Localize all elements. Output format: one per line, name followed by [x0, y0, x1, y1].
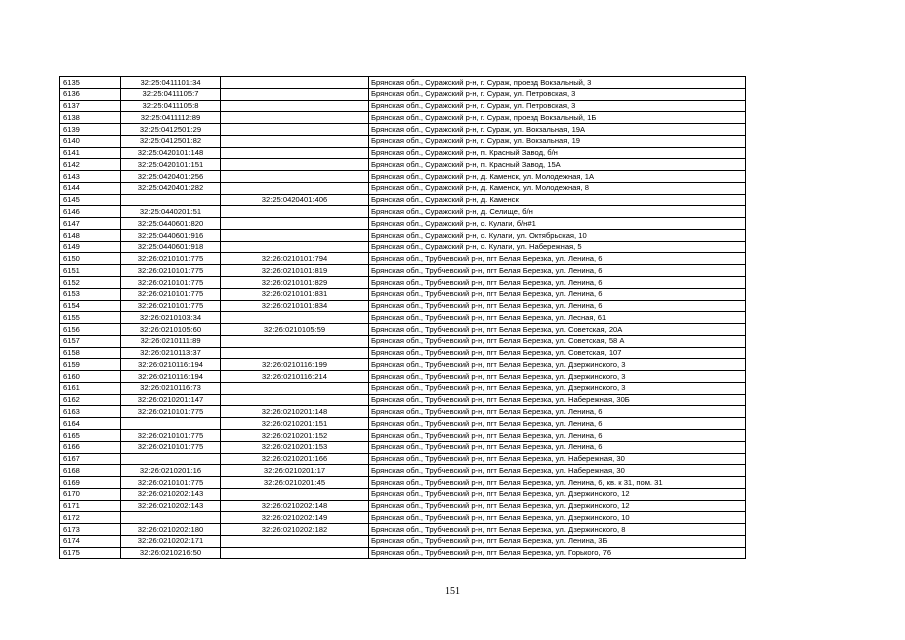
row-number-cell: 6171 [60, 500, 121, 512]
address-cell: Брянская обл., Суражский р-н, г. Сураж, проезд Вокзальный, 3 [369, 77, 746, 89]
parent-cadastral-number-cell: 32:26:0210101:831 [221, 288, 369, 300]
row-number-cell: 6141 [60, 147, 121, 159]
page-number: 151 [445, 586, 460, 597]
cadastral-number-cell: 32:26:0210101:775 [121, 300, 221, 312]
table-row [60, 112, 746, 124]
parent-cadastral-number-cell [221, 347, 369, 359]
row-number-cell: 6159 [60, 359, 121, 371]
parent-cadastral-number-cell [221, 159, 369, 171]
cadastral-number-cell [121, 453, 221, 465]
table-row [60, 324, 746, 336]
row-number-cell: 6143 [60, 171, 121, 183]
address-cell: Брянская обл., Суражский р-н, с. Кулаги, ул. Набережная, 5 [369, 241, 746, 253]
address-cell: Брянская обл., Трубчевский р-н, пгт Белая Березка, ул. Ленина, 6 [369, 288, 746, 300]
row-number-cell: 6173 [60, 524, 121, 536]
cadastral-number-cell: 32:26:0210202:171 [121, 535, 221, 547]
cadastral-number-cell: 32:26:0210202:143 [121, 488, 221, 500]
parent-cadastral-number-cell: 32:26:0210201:152 [221, 429, 369, 441]
row-number-cell: 6163 [60, 406, 121, 418]
address-cell: Брянская обл., Трубчевский р-н, пгт Белая Березка, ул. Ленина, 6 [369, 406, 746, 418]
parent-cadastral-number-cell: 32:26:0210201:45 [221, 477, 369, 489]
row-number-cell: 6145 [60, 194, 121, 206]
address-cell: Брянская обл., Суражский р-н, г. Сураж, ул. Вокзальная, 19А [369, 124, 746, 136]
parent-cadastral-number-cell [221, 88, 369, 100]
address-cell: Брянская обл., Трубчевский р-н, пгт Белая Березка, ул. Дзержинского, 12 [369, 488, 746, 500]
parent-cadastral-number-cell: 32:26:0210202:148 [221, 500, 369, 512]
row-number-cell: 6152 [60, 277, 121, 289]
table-row [60, 500, 746, 512]
table-row [60, 288, 746, 300]
row-number-cell: 6142 [60, 159, 121, 171]
table-row [60, 277, 746, 289]
table-row [60, 429, 746, 441]
table-row [60, 77, 746, 89]
parent-cadastral-number-cell: 32:26:0210202:182 [221, 524, 369, 536]
row-number-cell: 6149 [60, 241, 121, 253]
cadastral-number-cell: 32:26:0210101:775 [121, 477, 221, 489]
row-number-cell: 6175 [60, 547, 121, 559]
cadastral-number-cell [121, 418, 221, 430]
parent-cadastral-number-cell [221, 147, 369, 159]
row-number-cell: 6160 [60, 371, 121, 383]
table-row [60, 418, 746, 430]
cadastral-number-cell: 32:26:0210101:775 [121, 265, 221, 277]
row-number-cell: 6165 [60, 429, 121, 441]
cadastral-table-body [60, 77, 746, 559]
table-row [60, 371, 746, 383]
cadastral-number-cell: 32:25:0411105:7 [121, 88, 221, 100]
table-row [60, 171, 746, 183]
address-cell: Брянская обл., Трубчевский р-н, пгт Белая Березка, ул. Набережная, 30 [369, 465, 746, 477]
row-number-cell: 6162 [60, 394, 121, 406]
parent-cadastral-number-cell [221, 182, 369, 194]
row-number-cell: 6153 [60, 288, 121, 300]
parent-cadastral-number-cell [221, 171, 369, 183]
address-cell: Брянская обл., Трубчевский р-н, пгт Белая Березка, ул. Советская, 107 [369, 347, 746, 359]
cadastral-number-cell: 32:25:0420401:282 [121, 182, 221, 194]
cadastral-number-cell: 32:25:0440601:820 [121, 218, 221, 230]
parent-cadastral-number-cell [221, 100, 369, 112]
parent-cadastral-number-cell: 32:25:0420401:406 [221, 194, 369, 206]
address-cell: Брянская обл., Суражский р-н, с. Кулаги, б/н#1 [369, 218, 746, 230]
parent-cadastral-number-cell [221, 229, 369, 241]
table-row [60, 182, 746, 194]
table-row [60, 512, 746, 524]
table-row [60, 524, 746, 536]
parent-cadastral-number-cell [221, 335, 369, 347]
cadastral-number-cell: 32:26:0210101:775 [121, 253, 221, 265]
parent-cadastral-number-cell [221, 394, 369, 406]
cadastral-number-cell: 32:26:0210101:775 [121, 406, 221, 418]
table-row [60, 453, 746, 465]
address-cell: Брянская обл., Суражский р-н, с. Кулаги, ул. Октябрьская, 10 [369, 229, 746, 241]
address-cell: Брянская обл., Трубчевский р-н, пгт Белая Березка, ул. Ленина, 6 [369, 441, 746, 453]
address-cell: Брянская обл., Трубчевский р-н, пгт Белая Березка, ул. Дзержинского, 12 [369, 500, 746, 512]
address-cell: Брянская обл., Трубчевский р-н, пгт Белая Березка, ул. Набережная, 30Б [369, 394, 746, 406]
table-row [60, 206, 746, 218]
address-cell: Брянская обл., Трубчевский р-н, пгт Белая Березка, ул. Дзержинского, 8 [369, 524, 746, 536]
cadastral-number-cell: 32:25:0440201:51 [121, 206, 221, 218]
cadastral-number-cell: 32:26:0210101:775 [121, 288, 221, 300]
parent-cadastral-number-cell: 32:26:0210101:834 [221, 300, 369, 312]
cadastral-number-cell: 32:26:0210201:16 [121, 465, 221, 477]
cadastral-number-cell: 32:26:0210113:37 [121, 347, 221, 359]
cadastral-number-cell: 32:26:0210202:143 [121, 500, 221, 512]
address-cell: Брянская обл., Трубчевский р-н, пгт Белая Березка, ул. Дзержинского, 3 [369, 382, 746, 394]
parent-cadastral-number-cell: 32:26:0210105:59 [221, 324, 369, 336]
row-number-cell: 6168 [60, 465, 121, 477]
table-row [60, 382, 746, 394]
parent-cadastral-number-cell [221, 206, 369, 218]
address-cell: Брянская обл., Суражский р-н, п. Красный Завод, б/н [369, 147, 746, 159]
parent-cadastral-number-cell: 32:26:0210101:819 [221, 265, 369, 277]
table-row [60, 88, 746, 100]
cadastral-number-cell: 32:25:0412501:29 [121, 124, 221, 136]
row-number-cell: 6144 [60, 182, 121, 194]
address-cell: Брянская обл., Трубчевский р-н, пгт Белая Березка, ул. Ленина, 6 [369, 277, 746, 289]
table-row [60, 347, 746, 359]
address-cell: Брянская обл., Трубчевский р-н, пгт Белая Березка, ул. Советская, 58 А [369, 335, 746, 347]
row-number-cell: 6170 [60, 488, 121, 500]
cadastral-number-cell: 32:26:0210201:147 [121, 394, 221, 406]
cadastral-number-cell: 32:25:0411105:8 [121, 100, 221, 112]
parent-cadastral-number-cell: 32:26:0210116:214 [221, 371, 369, 383]
table-row [60, 312, 746, 324]
row-number-cell: 6137 [60, 100, 121, 112]
cadastral-number-cell [121, 512, 221, 524]
table-row [60, 147, 746, 159]
address-cell: Брянская обл., Суражский р-н, д. Каменск, ул. Молодежная, 8 [369, 182, 746, 194]
cadastral-table [59, 76, 746, 559]
table-row [60, 488, 746, 500]
table-row [60, 124, 746, 136]
address-cell: Брянская обл., Трубчевский р-н, пгт Белая Березка, ул. Дзержинского, 3 [369, 359, 746, 371]
address-cell: Брянская обл., Трубчевский р-н, пгт Белая Березка, ул. Лесная, 61 [369, 312, 746, 324]
row-number-cell: 6147 [60, 218, 121, 230]
row-number-cell: 6174 [60, 535, 121, 547]
parent-cadastral-number-cell: 32:26:0210201:17 [221, 465, 369, 477]
cadastral-number-cell [121, 194, 221, 206]
cadastral-number-cell: 32:26:0210105:60 [121, 324, 221, 336]
address-cell: Брянская обл., Трубчевский р-н, пгт Белая Березка, ул. Ленина, 6, кв. к 31, пом. 31 [369, 477, 746, 489]
row-number-cell: 6151 [60, 265, 121, 277]
row-number-cell: 6167 [60, 453, 121, 465]
table-row [60, 394, 746, 406]
table-row [60, 241, 746, 253]
cadastral-number-cell: 32:26:0210111:89 [121, 335, 221, 347]
parent-cadastral-number-cell: 32:26:0210101:829 [221, 277, 369, 289]
parent-cadastral-number-cell [221, 77, 369, 89]
address-cell: Брянская обл., Суражский р-н, г. Сураж, проезд Вокзальный, 1Б [369, 112, 746, 124]
address-cell: Брянская обл., Трубчевский р-н, пгт Белая Березка, ул. Ленина, 6 [369, 418, 746, 430]
parent-cadastral-number-cell: 32:26:0210116:199 [221, 359, 369, 371]
table-row [60, 218, 746, 230]
parent-cadastral-number-cell [221, 382, 369, 394]
parent-cadastral-number-cell: 32:26:0210201:148 [221, 406, 369, 418]
address-cell: Брянская обл., Трубчевский р-н, пгт Белая Березка, ул. Ленина, 6 [369, 253, 746, 265]
cadastral-number-cell: 32:25:0440601:916 [121, 229, 221, 241]
address-cell: Брянская обл., Трубчевский р-н, пгт Белая Березка, ул. Ленина, 3Б [369, 535, 746, 547]
parent-cadastral-number-cell: 32:26:0210201:153 [221, 441, 369, 453]
row-number-cell: 6155 [60, 312, 121, 324]
table-row [60, 265, 746, 277]
parent-cadastral-number-cell [221, 218, 369, 230]
row-number-cell: 6156 [60, 324, 121, 336]
table-row [60, 100, 746, 112]
parent-cadastral-number-cell [221, 112, 369, 124]
table-row [60, 406, 746, 418]
cadastral-number-cell: 32:26:0210116:194 [121, 371, 221, 383]
cadastral-number-cell: 32:26:0210101:775 [121, 277, 221, 289]
parent-cadastral-number-cell [221, 241, 369, 253]
address-cell: Брянская обл., Суражский р-н, п. Красный Завод, 15А [369, 159, 746, 171]
cadastral-number-cell: 32:25:0420401:256 [121, 171, 221, 183]
address-cell: Брянская обл., Трубчевский р-н, пгт Белая Березка, ул. Дзержинского, 3 [369, 371, 746, 383]
address-cell: Брянская обл., Суражский р-н, д. Селище, б/н [369, 206, 746, 218]
parent-cadastral-number-cell [221, 312, 369, 324]
table-row [60, 465, 746, 477]
cadastral-number-cell: 32:26:0210101:775 [121, 441, 221, 453]
table-row [60, 300, 746, 312]
row-number-cell: 6139 [60, 124, 121, 136]
cadastral-number-cell: 32:25:0412501:82 [121, 135, 221, 147]
address-cell: Брянская обл., Суражский р-н, д. Каменск, ул. Молодежная, 1А [369, 171, 746, 183]
parent-cadastral-number-cell [221, 135, 369, 147]
row-number-cell: 6166 [60, 441, 121, 453]
address-cell: Брянская обл., Трубчевский р-н, пгт Белая Березка, ул. Советская, 20А [369, 324, 746, 336]
address-cell: Брянская обл., Трубчевский р-н, пгт Белая Березка, ул. Ленина, 6 [369, 265, 746, 277]
row-number-cell: 6172 [60, 512, 121, 524]
row-number-cell: 6169 [60, 477, 121, 489]
table-row [60, 194, 746, 206]
parent-cadastral-number-cell: 32:26:0210101:794 [221, 253, 369, 265]
row-number-cell: 6150 [60, 253, 121, 265]
row-number-cell: 6136 [60, 88, 121, 100]
parent-cadastral-number-cell: 32:26:0210202:149 [221, 512, 369, 524]
address-cell: Брянская обл., Суражский р-н, г. Сураж, ул. Вокзальная, 19 [369, 135, 746, 147]
row-number-cell: 6148 [60, 229, 121, 241]
parent-cadastral-number-cell [221, 535, 369, 547]
cadastral-number-cell: 32:26:0210116:194 [121, 359, 221, 371]
table-row [60, 159, 746, 171]
cadastral-number-cell: 32:26:0210216:50 [121, 547, 221, 559]
cadastral-number-cell: 32:26:0210103:34 [121, 312, 221, 324]
row-number-cell: 6158 [60, 347, 121, 359]
parent-cadastral-number-cell [221, 547, 369, 559]
parent-cadastral-number-cell: 32:26:0210201:151 [221, 418, 369, 430]
address-cell: Брянская обл., Суражский р-н, г. Сураж, ул. Петровская, 3 [369, 100, 746, 112]
cadastral-number-cell: 32:25:0420101:148 [121, 147, 221, 159]
address-cell: Брянская обл., Трубчевский р-н, пгт Белая Березка, ул. Дзержинского, 10 [369, 512, 746, 524]
table-row [60, 547, 746, 559]
address-cell: Брянская обл., Суражский р-н, г. Сураж, ул. Петровская, 3 [369, 88, 746, 100]
table-row [60, 477, 746, 489]
table-row [60, 535, 746, 547]
row-number-cell: 6146 [60, 206, 121, 218]
table-row [60, 441, 746, 453]
cadastral-number-cell: 32:25:0411112:89 [121, 112, 221, 124]
row-number-cell: 6154 [60, 300, 121, 312]
row-number-cell: 6164 [60, 418, 121, 430]
address-cell: Брянская обл., Трубчевский р-н, пгт Белая Березка, ул. Ленина, 6 [369, 300, 746, 312]
parent-cadastral-number-cell [221, 488, 369, 500]
cadastral-number-cell: 32:25:0411101:34 [121, 77, 221, 89]
cadastral-number-cell: 32:26:0210202:180 [121, 524, 221, 536]
table-row [60, 359, 746, 371]
table-row [60, 253, 746, 265]
cadastral-number-cell: 32:26:0210116:73 [121, 382, 221, 394]
table-row [60, 335, 746, 347]
parent-cadastral-number-cell: 32:26:0210201:166 [221, 453, 369, 465]
row-number-cell: 6161 [60, 382, 121, 394]
address-cell: Брянская обл., Суражский р-н, д. Каменск [369, 194, 746, 206]
address-cell: Брянская обл., Трубчевский р-н, пгт Белая Березка, ул. Ленина, 6 [369, 429, 746, 441]
row-number-cell: 6140 [60, 135, 121, 147]
table-row [60, 135, 746, 147]
address-cell: Брянская обл., Трубчевский р-н, пгт Белая Березка, ул. Горького, 76 [369, 547, 746, 559]
cadastral-number-cell: 32:25:0420101:151 [121, 159, 221, 171]
row-number-cell: 6135 [60, 77, 121, 89]
row-number-cell: 6157 [60, 335, 121, 347]
parent-cadastral-number-cell [221, 124, 369, 136]
table-row [60, 229, 746, 241]
row-number-cell: 6138 [60, 112, 121, 124]
address-cell: Брянская обл., Трубчевский р-н, пгт Белая Березка, ул. Набережная, 30 [369, 453, 746, 465]
cadastral-number-cell: 32:26:0210101:775 [121, 429, 221, 441]
cadastral-number-cell: 32:25:0440601:918 [121, 241, 221, 253]
